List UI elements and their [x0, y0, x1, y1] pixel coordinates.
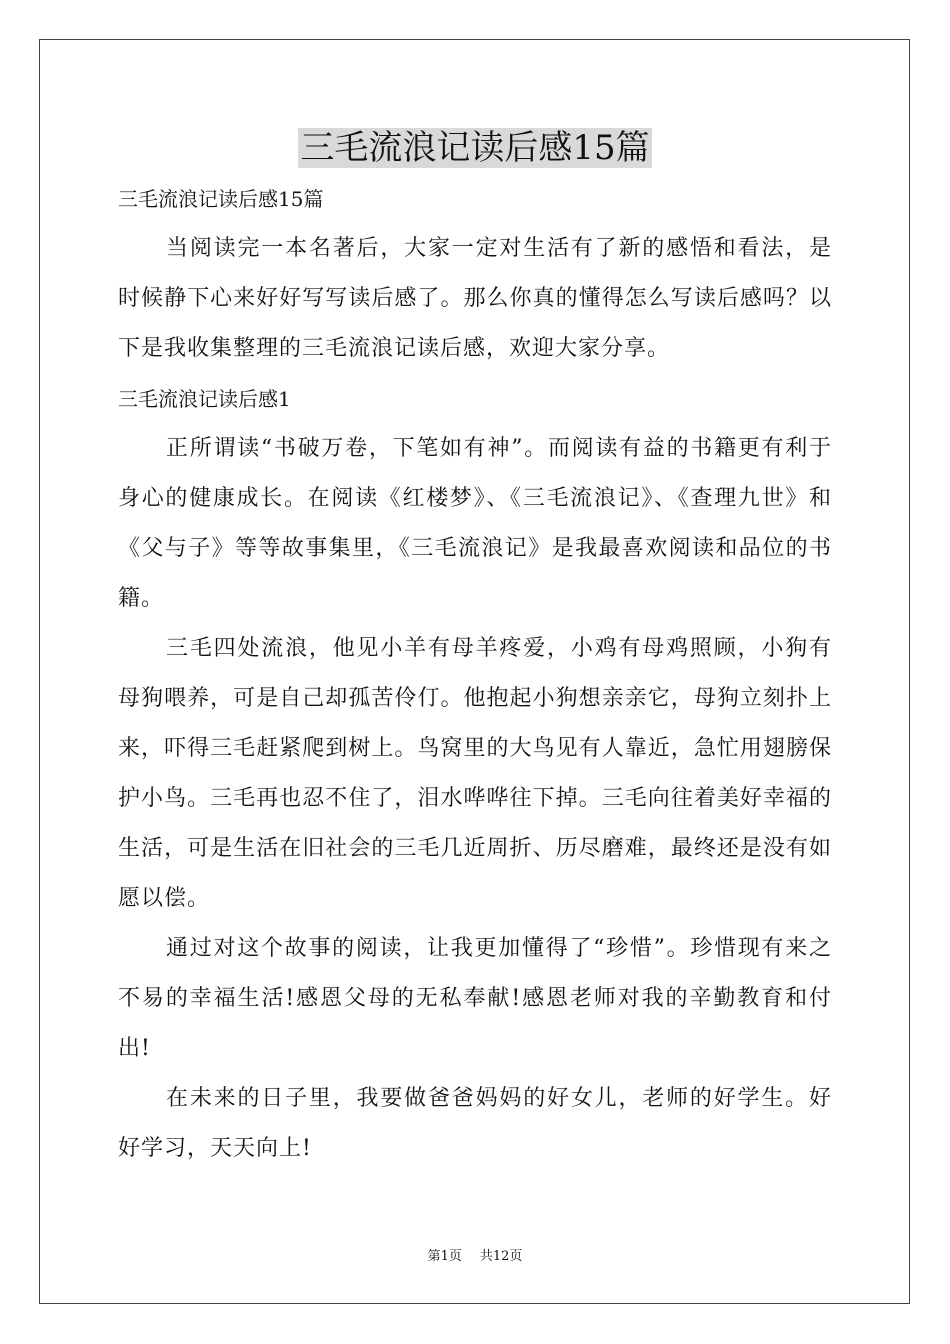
body-paragraph: 通过对这个故事的阅读，让我更加懂得了“珍惜”。珍惜现有来之不易的幸福生活!感恩父母的无私奉献!感恩老师对我的辛勤教育和付出! — [118, 936, 832, 1061]
page-number: 第1页 — [427, 1249, 462, 1264]
body-paragraph: 在未来的日子里，我要做爸爸妈妈的好女儿，老师的好学生。好好学习，天天向上! — [118, 1086, 832, 1161]
intro-paragraph: 当阅读完一本名著后，大家一定对生活有了新的感悟和看法，是时候静下心来好好写写读后感了。那么你真的懂得怎么写读后感吗？以下是我收集整理的三毛流浪记读后感，欢迎大家分享。 — [118, 236, 832, 361]
document-title — [0, 126, 950, 170]
body-paragraph: 三毛四处流浪，他见小羊有母羊疼爱，小鸡有母鸡照顾，小狗有母狗喂养，可是自己却孤苦伶仃。他抱起小狗想亲亲它，母狗立刻扑上来，吓得三毛赶紧爬到树上。鸟窝里的大鸟见有人靠近，急忙用翅膀保护小鸟。三毛再也忍不住了，泪水哗哗往下掉。三毛向往着美好幸福的生活，可是生活在旧社会的三毛几近周折、历尽磨难，最终还是没有如愿以偿。 — [118, 636, 832, 911]
body-paragraph: 正所谓读“书破万卷，下笔如有神”。而阅读有益的书籍更有利于身心的健康成长。在阅读《红楼梦》、《三毛流浪记》、《查理九世》和《父与子》等等故事集里，《三毛流浪记》是我最喜欢阅读和品位的书籍。 — [118, 436, 832, 611]
document-body — [118, 174, 832, 1174]
page-footer — [0, 1248, 950, 1266]
document-title-text: 三毛流浪记读后感15篇 — [300, 128, 650, 168]
page-total: 共12页 — [479, 1249, 523, 1264]
section-heading: 三毛流浪记读后感1 — [118, 387, 291, 411]
document-subtitle: 三毛流浪记读后感15篇 — [118, 187, 324, 211]
